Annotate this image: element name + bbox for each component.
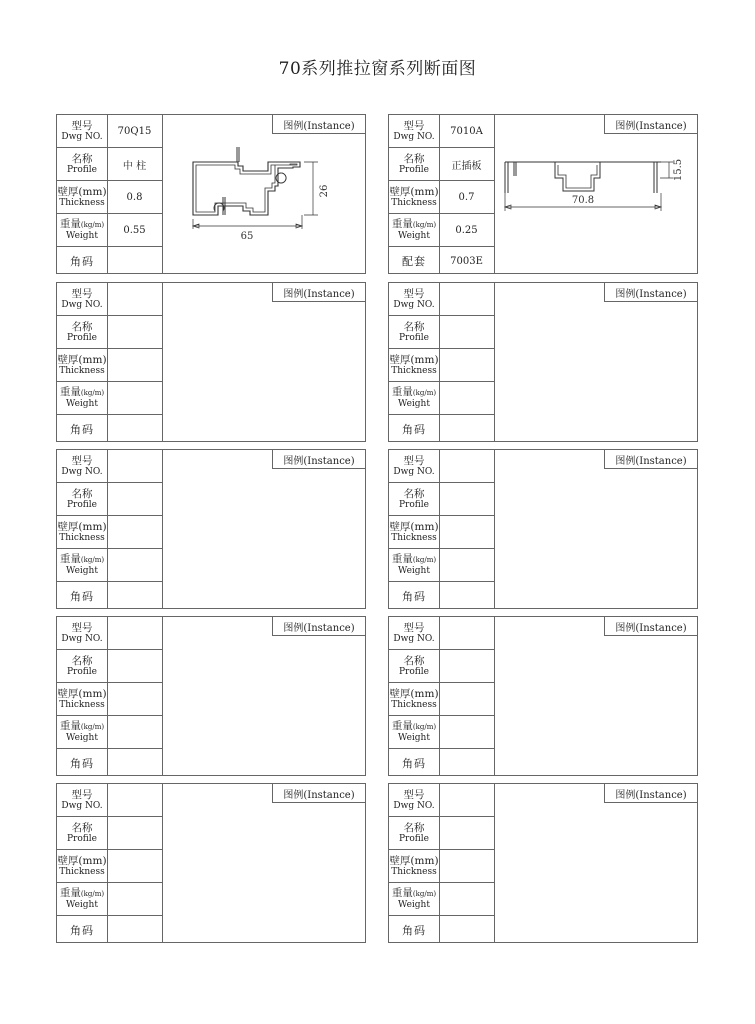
dwg-label-zh: 型号 (403, 788, 425, 801)
profile-label (57, 483, 107, 516)
dwg-label-zh: 型号 (71, 454, 93, 467)
weight-label-zh: 重量 (391, 386, 413, 398)
value-column (439, 617, 495, 775)
thickness-label-en: Thickness (59, 365, 105, 376)
thickness-label (57, 181, 107, 214)
profile-label-zh: 名称 (71, 487, 93, 500)
dwg-value: 7010A (450, 125, 483, 137)
weight-value-cell (107, 214, 162, 247)
thickness-value-cell (439, 349, 494, 382)
weight-label-en: Weight (66, 733, 98, 743)
profile-label (389, 316, 439, 349)
profile-label-zh: 名称 (403, 487, 425, 500)
thickness-label-zh: 壁厚(mm) (57, 520, 107, 533)
weight-label-en: Weight (66, 566, 98, 576)
instance-label: 图例(Instance) (272, 784, 365, 803)
profile-card (388, 616, 698, 776)
label-column (57, 283, 108, 441)
dwg-label-en: Dwg NO. (393, 466, 435, 477)
value-column (439, 115, 495, 273)
profile-card (388, 783, 698, 943)
label-column (389, 450, 440, 608)
profile-card (56, 783, 366, 943)
dwg-label-zh: 型号 (71, 119, 93, 132)
label-column (389, 784, 440, 942)
weight-label (57, 382, 107, 415)
profile-drawing-area (163, 135, 365, 273)
profile-drawing-area (163, 303, 365, 441)
dwg-label (389, 283, 439, 316)
thickness-value-cell (107, 850, 162, 883)
dwg-label-en: Dwg NO. (393, 800, 435, 811)
thickness-label-en: Thickness (59, 866, 105, 877)
profile-label-zh: 名称 (403, 152, 425, 165)
profile-card (56, 449, 366, 609)
dwg-value-cell (439, 115, 494, 148)
dwg-label (57, 115, 107, 148)
profile-label-en: Profile (67, 499, 97, 510)
instance-label: 图例(Instance) (604, 283, 697, 302)
matching-value-cell (107, 916, 162, 944)
weight-label-zh: 重量 (391, 218, 413, 230)
profile-drawing-area (163, 470, 365, 608)
dwg-label (57, 784, 107, 817)
weight-label (57, 883, 107, 916)
weight-unit: (kg/m) (80, 556, 105, 564)
mullion-top-fin (237, 147, 239, 162)
thickness-label (389, 850, 439, 883)
weight-value-cell (439, 549, 494, 582)
dwg-label-zh: 型号 (403, 621, 425, 634)
matching-value-cell (439, 582, 494, 610)
dwg-label-en: Dwg NO. (61, 800, 103, 811)
weight-label-zh: 重量 (59, 553, 81, 565)
dwg-label (389, 617, 439, 650)
thickness-label-en: Thickness (391, 699, 437, 710)
weight-label-zh: 重量 (391, 720, 413, 732)
corner-label-zh: 角码 (70, 254, 94, 268)
instance-label: 图例(Instance) (604, 115, 697, 134)
profile-card (56, 282, 366, 442)
profile-value-cell (107, 650, 162, 683)
profile-label-en: Profile (67, 164, 97, 175)
instance-label: 图例(Instance) (604, 784, 697, 803)
dwg-label (57, 283, 107, 316)
dwg-label (389, 784, 439, 817)
thickness-value: 0.8 (126, 191, 143, 203)
thickness-label (57, 850, 107, 883)
corner-label-zh: 角码 (402, 589, 426, 603)
corner-label-zh: 角码 (70, 422, 94, 436)
instance-label: 图例(Instance) (272, 283, 365, 302)
weight-label-zh: 重量 (391, 887, 413, 899)
weight-label (389, 716, 439, 749)
thickness-value-cell (439, 516, 494, 549)
profile-label (389, 483, 439, 516)
thickness-label-zh: 壁厚(mm) (389, 520, 439, 533)
corner-label-zh: 角码 (402, 422, 426, 436)
corner-label (389, 916, 439, 944)
height-dimension: 15.5 (673, 158, 684, 182)
weight-unit: (kg/m) (412, 723, 437, 731)
weight-label-en: Weight (398, 231, 430, 241)
dwg-label-en: Dwg NO. (393, 299, 435, 310)
corner-label-zh: 角码 (402, 923, 426, 937)
corner-label (57, 749, 107, 777)
thickness-value-cell (107, 516, 162, 549)
width-dimension-line (193, 215, 302, 229)
dwg-label-en: Dwg NO. (393, 633, 435, 644)
profile-label-en: Profile (399, 332, 429, 343)
profile-card (388, 114, 698, 274)
weight-label (57, 716, 107, 749)
thickness-value-cell (107, 181, 162, 214)
profile-drawing-area (495, 637, 697, 775)
mullion-profile-svg (163, 135, 365, 273)
matching-value: 7003E (450, 255, 483, 267)
weight-label-en: Weight (398, 566, 430, 576)
dwg-label-zh: 型号 (71, 788, 93, 801)
dwg-value-cell (107, 617, 162, 650)
profile-card (388, 282, 698, 442)
label-column (389, 283, 440, 441)
label-column (57, 784, 108, 942)
thickness-label (57, 349, 107, 382)
dwg-label (57, 450, 107, 483)
weight-value-cell (439, 883, 494, 916)
weight-unit: (kg/m) (80, 723, 105, 731)
dwg-value-cell (439, 283, 494, 316)
dwg-label-en: Dwg NO. (61, 466, 103, 477)
weight-unit: (kg/m) (80, 221, 105, 229)
page-title: 70系列推拉窗系列断面图 (278, 59, 477, 79)
profile-label (57, 316, 107, 349)
plate-right-edge (654, 162, 657, 193)
thickness-value-cell (439, 683, 494, 716)
corner-label (389, 415, 439, 443)
weight-unit: (kg/m) (412, 556, 437, 564)
matching-value-cell (107, 582, 162, 610)
corner-label (389, 582, 439, 610)
thickness-label (389, 349, 439, 382)
profile-label (57, 148, 107, 181)
thickness-label-zh: 壁厚(mm) (57, 854, 107, 867)
weight-value-cell (107, 716, 162, 749)
dwg-value-cell (439, 617, 494, 650)
dwg-label (389, 450, 439, 483)
profile-card (388, 449, 698, 609)
profile-value-cell (107, 483, 162, 516)
weight-label (389, 883, 439, 916)
profile-value: 中 柱 (122, 160, 147, 172)
thickness-value-cell (107, 683, 162, 716)
thickness-label-en: Thickness (391, 197, 437, 208)
profile-drawing-area (495, 135, 697, 273)
dwg-value-cell (439, 450, 494, 483)
instance-label: 图例(Instance) (272, 115, 365, 134)
label-column (57, 450, 108, 608)
profile-drawing-area (163, 637, 365, 775)
profile-drawing-area (495, 804, 697, 942)
dwg-value-cell (107, 450, 162, 483)
profile-card (56, 616, 366, 776)
value-column (107, 283, 163, 441)
profile-value-cell (439, 817, 494, 850)
profile-value-cell (107, 148, 162, 181)
corner-label (57, 415, 107, 443)
weight-label-zh: 重量 (59, 720, 81, 732)
weight-label-zh: 重量 (59, 386, 81, 398)
profile-label (389, 817, 439, 850)
profile-label (57, 817, 107, 850)
weight-value-cell (107, 549, 162, 582)
thickness-label-zh: 壁厚(mm) (57, 353, 107, 366)
height-dimension-line (304, 162, 318, 215)
profile-label-en: Profile (67, 332, 97, 343)
matching-label (389, 247, 439, 275)
weight-label (389, 382, 439, 415)
profile-label-zh: 名称 (403, 821, 425, 834)
thickness-label-en: Thickness (59, 197, 105, 208)
weight-unit: (kg/m) (412, 389, 437, 397)
weight-label (389, 549, 439, 582)
dwg-value-cell (107, 784, 162, 817)
corner-label (389, 749, 439, 777)
height-dimension-line (660, 162, 673, 178)
width-dimension: 65 (240, 231, 254, 242)
profile-label (57, 650, 107, 683)
matching-value-cell (107, 749, 162, 777)
corner-label-zh: 角码 (70, 923, 94, 937)
profile-label-en: Profile (67, 833, 97, 844)
plate-center-channel (555, 162, 600, 191)
thickness-value: 0.7 (458, 191, 475, 203)
thickness-label-zh: 壁厚(mm) (57, 185, 107, 198)
value-column (107, 617, 163, 775)
matching-value-cell (439, 749, 494, 777)
weight-label (57, 214, 107, 247)
profile-drawing-area (163, 804, 365, 942)
weight-label-en: Weight (66, 900, 98, 910)
dwg-label-zh: 型号 (403, 119, 425, 132)
weight-value-cell (439, 382, 494, 415)
dwg-value-cell (439, 784, 494, 817)
profile-value: 正插板 (451, 160, 482, 172)
weight-label-en: Weight (398, 399, 430, 409)
matching-value-cell (439, 247, 494, 275)
thickness-label-en: Thickness (59, 699, 105, 710)
value-column (107, 784, 163, 942)
dwg-value: 70Q15 (117, 125, 152, 137)
weight-label-en: Weight (66, 399, 98, 409)
weight-label (389, 214, 439, 247)
profile-label-en: Profile (399, 499, 429, 510)
corner-label (57, 247, 107, 275)
thickness-label-zh: 壁厚(mm) (389, 687, 439, 700)
weight-unit: (kg/m) (412, 221, 437, 229)
weight-unit: (kg/m) (80, 890, 105, 898)
profile-label-zh: 名称 (71, 152, 93, 165)
thickness-label-en: Thickness (391, 866, 437, 877)
dwg-label (57, 617, 107, 650)
thickness-value-cell (439, 181, 494, 214)
thickness-label-zh: 壁厚(mm) (389, 854, 439, 867)
thickness-label (57, 683, 107, 716)
corner-label-zh: 角码 (70, 756, 94, 770)
instance-label: 图例(Instance) (604, 450, 697, 469)
weight-label (57, 549, 107, 582)
weight-value-cell (107, 883, 162, 916)
thickness-label-zh: 壁厚(mm) (389, 185, 439, 198)
weight-value-cell (107, 382, 162, 415)
profile-label-en: Profile (399, 164, 429, 175)
profile-label-en: Profile (399, 666, 429, 677)
profile-value-cell (107, 817, 162, 850)
profile-label-en: Profile (67, 666, 97, 677)
matching-label-zh: 配套 (402, 254, 426, 268)
profile-label-zh: 名称 (71, 320, 93, 333)
matching-value-cell (107, 247, 162, 275)
thickness-label-zh: 壁厚(mm) (57, 687, 107, 700)
dwg-label-zh: 型号 (71, 621, 93, 634)
weight-value-cell (439, 716, 494, 749)
label-column (57, 617, 108, 775)
profile-label (389, 148, 439, 181)
profile-label-zh: 名称 (403, 320, 425, 333)
corner-label-zh: 角码 (402, 756, 426, 770)
thickness-value-cell (439, 850, 494, 883)
profile-label-zh: 名称 (71, 654, 93, 667)
profile-card (56, 114, 366, 274)
profile-value-cell (107, 316, 162, 349)
profile-value-cell (439, 316, 494, 349)
profile-label-zh: 名称 (71, 821, 93, 834)
dwg-label-zh: 型号 (403, 287, 425, 300)
mullion-outline (193, 162, 300, 215)
profile-drawing-area (495, 470, 697, 608)
value-column (439, 784, 495, 942)
thickness-label (57, 516, 107, 549)
dwg-label-en: Dwg NO. (61, 633, 103, 644)
weight-unit: (kg/m) (80, 389, 105, 397)
dwg-label (389, 115, 439, 148)
matching-value-cell (439, 415, 494, 443)
width-dimension: 70.8 (571, 195, 595, 206)
thickness-label-zh: 壁厚(mm) (389, 353, 439, 366)
height-dimension: 26 (319, 184, 330, 198)
profile-label (389, 650, 439, 683)
profile-label-zh: 名称 (403, 654, 425, 667)
matching-value-cell (107, 415, 162, 443)
profile-value-cell (439, 148, 494, 181)
profile-value-cell (439, 650, 494, 683)
value-column (107, 450, 163, 608)
dwg-label-en: Dwg NO. (61, 131, 103, 142)
label-column (389, 617, 440, 775)
plate-center-inner (558, 165, 597, 188)
thickness-label-en: Thickness (59, 532, 105, 543)
weight-label-zh: 重量 (59, 218, 81, 230)
weight-value: 0.55 (123, 224, 146, 236)
weight-label-zh: 重量 (391, 553, 413, 565)
insert-plate-profile-svg (495, 135, 697, 273)
thickness-label-en: Thickness (391, 532, 437, 543)
dwg-label-zh: 型号 (403, 454, 425, 467)
dwg-label-en: Dwg NO. (61, 299, 103, 310)
dwg-value-cell (107, 115, 162, 148)
label-column (57, 115, 108, 273)
profile-value-cell (439, 483, 494, 516)
profile-drawing-area (495, 303, 697, 441)
thickness-label (389, 683, 439, 716)
value-column (439, 283, 495, 441)
thickness-label (389, 516, 439, 549)
weight-unit: (kg/m) (412, 890, 437, 898)
corner-label-zh: 角码 (70, 589, 94, 603)
weight-label-en: Weight (398, 900, 430, 910)
weight-label-en: Weight (398, 733, 430, 743)
thickness-value-cell (107, 349, 162, 382)
instance-label: 图例(Instance) (604, 617, 697, 636)
value-column (107, 115, 163, 273)
weight-value-cell (439, 214, 494, 247)
profile-label-en: Profile (399, 833, 429, 844)
weight-label-en: Weight (66, 231, 98, 241)
thickness-label (389, 181, 439, 214)
value-column (439, 450, 495, 608)
weight-value: 0.25 (455, 224, 478, 236)
corner-label (57, 582, 107, 610)
weight-label-zh: 重量 (59, 887, 81, 899)
thickness-label-en: Thickness (391, 365, 437, 376)
dwg-label-en: Dwg NO. (393, 131, 435, 142)
instance-label: 图例(Instance) (272, 450, 365, 469)
matching-value-cell (439, 916, 494, 944)
instance-label: 图例(Instance) (272, 617, 365, 636)
label-column (389, 115, 440, 273)
corner-label (57, 916, 107, 944)
dwg-label-zh: 型号 (71, 287, 93, 300)
dwg-value-cell (107, 283, 162, 316)
